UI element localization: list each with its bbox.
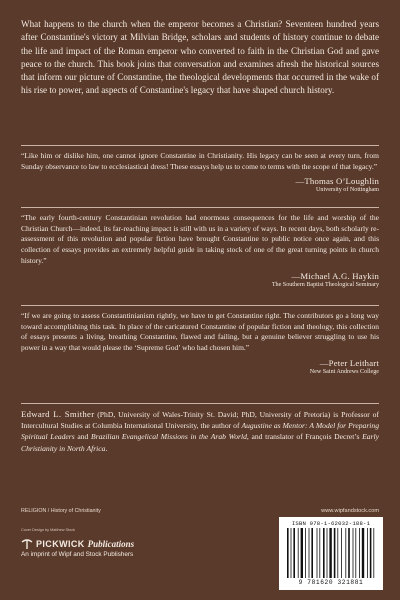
bio-text: and (74, 432, 91, 442)
author-bio (21, 409, 379, 454)
bio-text: , and translator of François Decret’s (246, 432, 363, 442)
isbn-barcode (279, 517, 383, 590)
publisher-url[interactable]: www.wipfandstock.com (321, 508, 379, 514)
publisher-suffix: Publications (87, 539, 135, 549)
divider (21, 305, 379, 306)
bio-text: (PhD, University of Wales-Trinity St. David; PhD, University of Pretoria) is Professor of Intercultural Studies at Columbia International University, the author of (21, 410, 379, 431)
endorsement-text: “If we are going to assess Constantinianism rightly, we have to get Constantine right. The contributors go a long way toward accomplishing this task. In place of the caricatured Constantine of popular fiction and theology, this collection of essays presents a living, breathing Constantine, flawed and failing, but a genuine believer struggling to use his power in a way that would please the ‘Supreme God’ who had chosen him.” (21, 311, 379, 353)
publisher-name (36, 539, 134, 549)
intro-paragraph: What happens to the church when the emperor becomes a Christian? Seventeen hundred years after Constantine's victory at Milvian Bridge, scholars and students of history continue to debate the life and impact of the Roman emperor who converted to faith in the Christian God and gave peace to the church. This book joins that conversation and examines afresh the historical sources that inform our picture of Constantine, the theological developments that occurred in the wake of his rise to power, and aspects of Constantine's legacy that have shaped church history. (21, 19, 379, 96)
endorsement-text: “The early fourth-century Constantinian revolution had enormous consequences for the life and worship of the Christian Church—indeed, its far-reaching impact is still with us in a variety of ways. In recent days, both scholarly re-assessment of this revolution and popular fiction have brought Constantine to public notice once again, and this collection of essays provides an extremely helpful guide in taking stock of one of the great turning points in church history.” (21, 213, 379, 265)
endorsement-attribution (21, 271, 379, 289)
subject-category: RELIGION / History of Christianity (21, 508, 101, 514)
isbn-digits: 9 781620 321881 (298, 579, 364, 586)
endorser-affiliation: The Southern Baptist Theological Seminary (271, 281, 379, 288)
endorser-name: —Thomas O’Loughlin (295, 176, 379, 187)
pickaxe-logo-icon (21, 539, 33, 549)
publisher-prefix: PICKWICK (36, 539, 85, 549)
endorsement-attribution (21, 176, 379, 194)
divider (21, 403, 379, 404)
divider (21, 207, 379, 208)
barcode-bars (287, 528, 375, 578)
book-title: Brazilian Evangelical Missions in the Arab World (90, 432, 247, 442)
endorser-affiliation: New Saint Andrews College (309, 368, 379, 375)
book-title: Augustine as Mentor: A Model for Preparing Spiritual Leaders (21, 421, 380, 442)
author-name: Edward L. Smither (21, 409, 95, 419)
endorser-name: —Peter Leithart (319, 357, 379, 368)
endorsement-text: “Like him or dislike him, one cannot ignore Constantine in Christianity. His legacy can be seen at every turn, from Sunday observance to law to ecclesiastical dress! These essays help us to come to terms with the scope of that legacy.” (21, 151, 379, 171)
endorsement-1 (21, 151, 379, 194)
endorser-name: —Michael A.G. Haykin (291, 270, 379, 281)
endorser-affiliation: University of Nottingham (316, 187, 379, 194)
endorsement-attribution (21, 358, 379, 376)
publisher-block (21, 539, 134, 558)
endorsement-3 (21, 311, 379, 376)
bio-text: . (105, 443, 108, 453)
book-title: Early Christianity in North Africa (21, 432, 379, 453)
cover-design-credit: Cover Design by Matthew Stock (21, 528, 76, 532)
imprint-line: An imprint of Wipf and Stock Publishers (21, 551, 134, 558)
isbn-label: ISBN 978-1-62032-188-1 (291, 520, 371, 527)
endorsement-2 (21, 213, 379, 289)
divider (21, 145, 379, 146)
